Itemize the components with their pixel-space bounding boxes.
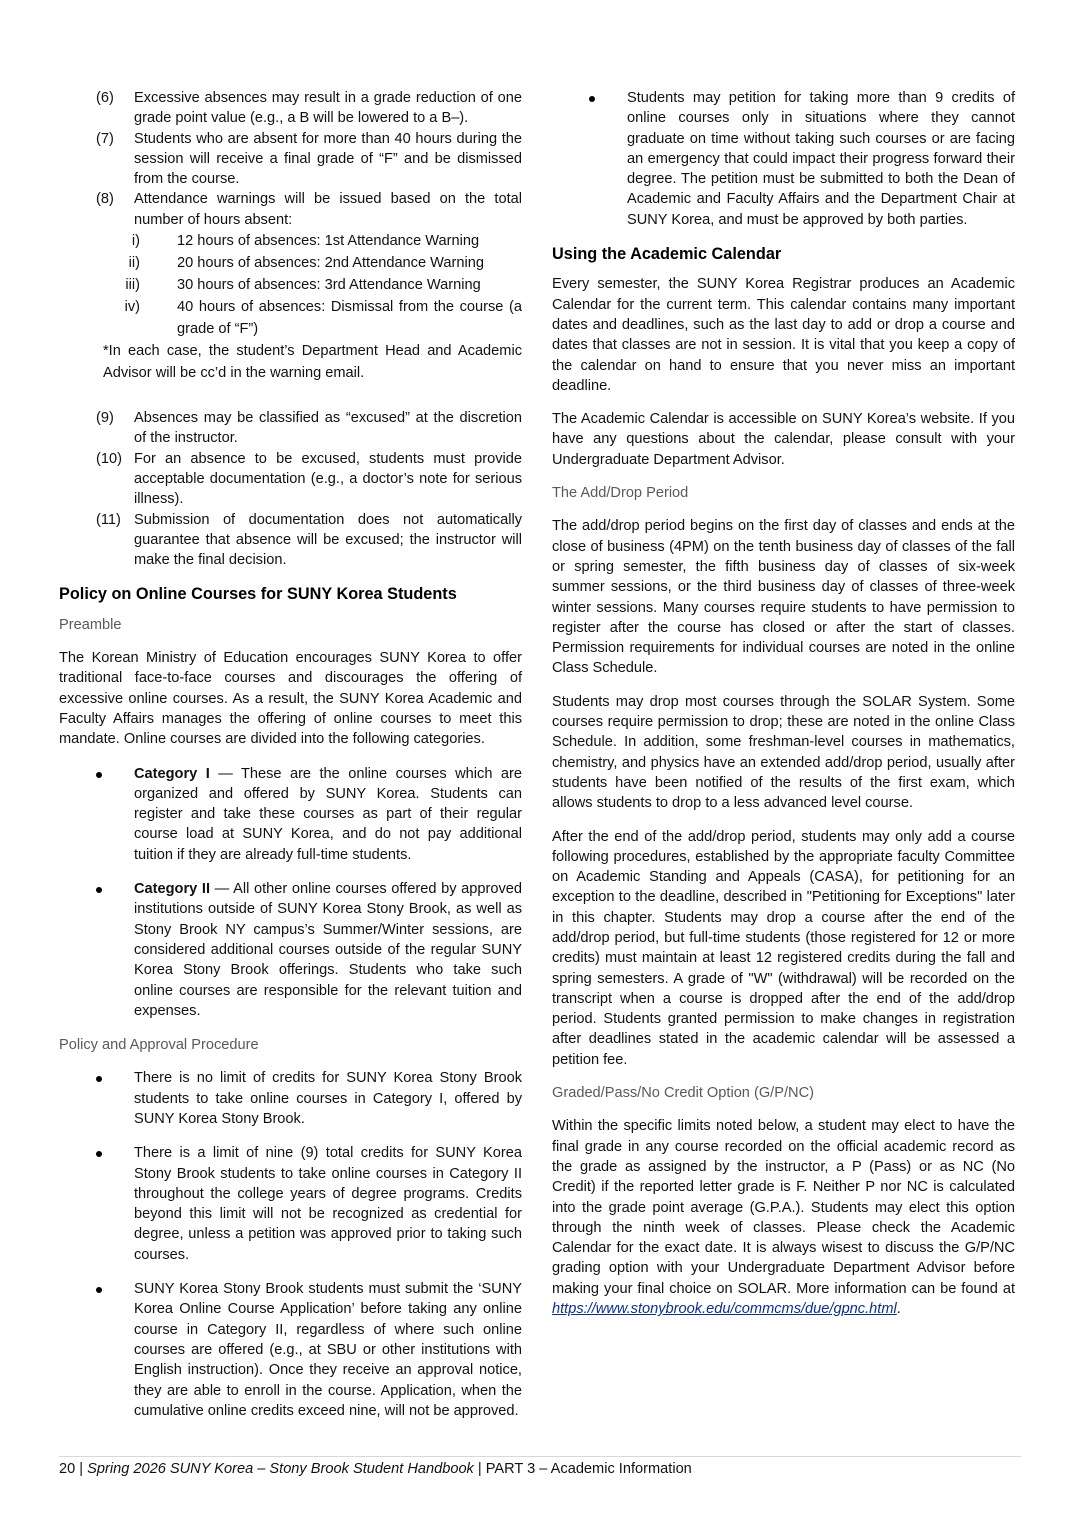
list-item (59, 408, 522, 449)
petition-list (552, 88, 1015, 230)
item-number: i) (131, 233, 140, 250)
list-item (59, 252, 522, 274)
warning-note: *In each case, the student’s Department Head and Academic Advisor will be cc’d in the warning email. (103, 343, 522, 382)
item-text: 40 hours of absences: Dismissal from the course (a grade of “F”) (177, 299, 522, 338)
list-item (59, 510, 522, 571)
category-label: Category I (134, 765, 210, 782)
list-item (59, 189, 522, 230)
item-text: 30 hours of absences: 3rd Attendance Warning (177, 277, 481, 294)
right-column (552, 88, 1015, 1332)
calendar-paragraph-2: The Academic Calendar is accessible on SUNY Korea’s website. If you have any questions about the calendar, please consult with your Undergraduate Department Advisor. (552, 411, 1015, 468)
section-title: PART 3 – Academic Information (485, 1461, 692, 1477)
handbook-title: Spring 2026 SUNY Korea – Stony Brook Student Handbook (87, 1461, 474, 1477)
list-item (59, 88, 522, 129)
item-number: (10) (96, 450, 122, 467)
bullet-icon (96, 1076, 102, 1082)
item-text: 20 hours of absences: 2nd Attendance Warning (177, 255, 484, 272)
list-item (59, 1068, 522, 1129)
list-item (59, 1143, 522, 1265)
bullet-icon (96, 1151, 102, 1157)
attendance-list-a (59, 88, 522, 230)
add-drop-paragraph-1: The add/drop period begins on the first day of classes and ends at the close of business (4PM) on the tenth business day of classes of the fall or spring semester, the fifth business day of classes of six-week summer sessions, or the third business day of classes of three-week winter sessions. Many courses require students to have permission to register after the course has closed or after the start of classes. Permission requirements for individual courses are noted in the online Class Schedule. (552, 518, 1015, 677)
footer-separator: | (75, 1461, 88, 1477)
item-text: There is a limit of nine (9) total credits for SUNY Korea Stony Brook students to take online courses in Category II throughout the college years of degree programs. Credits beyond this limit will not be recognized as credential for degree, unless a petition was approved prior to taking such courses. (134, 1145, 522, 1263)
item-number: (11) (96, 511, 121, 528)
subheading-procedure: Policy and Approval Procedure (59, 1037, 259, 1054)
bullet-icon (96, 772, 102, 778)
warning-list (59, 230, 522, 340)
category-list (59, 764, 522, 1022)
bullet-icon (96, 887, 102, 893)
item-number: (9) (96, 410, 114, 427)
item-text: Students who are absent for more than 40 hours during the session will receive a final grade of “F” and be dismissed from the course. (134, 130, 522, 188)
item-text: Students may petition for taking more than 9 credits of online courses only in situations where they cannot graduate on time without taking such courses or are facing an emergency that could impact their progress forward their degree. The petition must be submitted to both the Dean of Academic and Faculty Affairs and the Department Chair at SUNY Korea, and must be approved by both parties. (627, 90, 1015, 228)
item-number: (7) (96, 130, 114, 147)
item-text: — All other online courses offered by approved institutions outside of SUNY Korea Stony Brook, as well as Stony Brook NY campus’s Summer/Winter sessions, are considered additional courses outside of the regular SUNY Korea Stony Brook offerings. Students who take such online courses are responsible for the relevant tuition and expenses. (134, 881, 523, 1019)
bullet-icon (96, 1287, 102, 1293)
calendar-paragraph-1: Every semester, the SUNY Korea Registrar produces an Academic Calendar for the current term. This calendar contains many important dates and deadlines, such as the last day to add or drop a course and dates that classes are not in session. It is vital that you keep a copy of the calendar on hand to ensure that you never miss an important deadline. (552, 276, 1015, 394)
list-item (59, 274, 522, 296)
item-text: — These are the online courses which are organized and offered by SUNY Korea. Students can register and take these courses as part of their regular course load at SUNY Korea, and do not pay additional tuition if they are already full-time students. (134, 765, 522, 863)
item-number: (6) (96, 90, 114, 106)
attendance-list-b (59, 408, 522, 570)
footer-separator: | (473, 1461, 486, 1477)
gpnc-period: . (896, 1301, 901, 1318)
item-number: (8) (96, 191, 114, 208)
list-item (59, 129, 522, 190)
subheading-preamble: Preamble (59, 616, 122, 633)
page-number: 20 (59, 1461, 76, 1477)
item-number: ii) (128, 255, 140, 272)
item-text: SUNY Korea Stony Brook students must submit the ‘SUNY Korea Online Course Application’ before taking any online course in Category II, regardless of where such online courses are offered (e.g., at SBU or other institutions with English instruction). Once they receive an approval notice, they are able to enroll in the course. Application, when the cumulative online credits exceed nine, will not be approved. (134, 1281, 522, 1419)
gpnc-text: Within the specific limits noted below, a student may elect to have the final grade in any course recorded on the official academic record as the grade as assigned by the instructor, a P (Pass) or as NC (No Credit) if the reported letter grade is F. Neither P nor NC is calculated into the grade point average (G.P.A.). Students may elect this option through the ninth week of classes. Please check the Academic Calendar for the exact date. It is always wisest to discuss the G/P/NC grading option with your Undergraduate Department Advisor before making your final choice on SOLAR. More information can be found at (552, 1118, 1015, 1297)
list-item (59, 230, 522, 252)
add-drop-paragraph-2: Students may drop most courses through the SOLAR System. Some courses require permission to drop; these are noted in the online Class Schedule. In addition, some freshman-level courses in mathematics, chemistry, and physics have an extended add/drop period, usually after students have been notified of the results of the first exam, which allows students to drop to a less advanced level course. (552, 693, 1015, 812)
subheading-gpnc: Graded/Pass/No Credit Option (G/P/NC) (552, 1085, 814, 1102)
item-text: Attendance warnings will be issued based on the total number of hours absent: (134, 191, 522, 228)
bullet-icon (589, 96, 595, 102)
list-item (59, 764, 522, 865)
item-text: Submission of documentation does not automatically guarantee that absence will be excused; the instructor will make the final decision. (134, 511, 522, 569)
preamble-paragraph: The Korean Ministry of Education encourages SUNY Korea to offer traditional face-to-face courses and discourages the offering of excessive online courses. As a result, the SUNY Korea Academic and Faculty Affairs manages the offering of online courses to meet this mandate. Online courses are divided into the following categories. (59, 650, 522, 748)
item-number: iii) (125, 277, 140, 294)
gpnc-paragraph (552, 1116, 1015, 1319)
list-item (59, 879, 522, 1021)
page-footer (59, 1456, 1021, 1477)
section-heading-online-policy: Policy on Online Courses for SUNY Korea Students (59, 585, 457, 604)
procedure-list (59, 1068, 522, 1421)
left-column (59, 88, 522, 1435)
item-text: For an absence to be excused, students must provide acceptable documentation (e.g., a doctor’s note for serious illness). (134, 450, 522, 508)
item-number: iv) (124, 299, 140, 316)
list-item (59, 1279, 522, 1421)
item-text: 12 hours of absences: 1st Attendance Warning (177, 233, 480, 250)
gpnc-link[interactable]: https://www.stonybrook.edu/commcms/due/gpnc.html (552, 1301, 897, 1318)
list-item (552, 88, 1015, 230)
section-heading-academic-calendar: Using the Academic Calendar (552, 245, 782, 264)
item-text: Excessive absences may result in a grade reduction of one grade point value (e.g., a B will be lowered to a B–). (134, 90, 522, 127)
list-item (59, 296, 522, 340)
item-text: There is no limit of credits for SUNY Korea Stony Brook students to take online courses in Category I, offered by SUNY Korea Stony Brook. (134, 1070, 522, 1127)
category-label: Category II (134, 881, 211, 898)
add-drop-paragraph-3: After the end of the add/drop period, students may only add a course following procedures, established by the appropriate faculty Committee on Academic Standing and Appeals (CASA), for petitioning for an exception to the deadline, described in "Petitioning for Exceptions" later in this chapter. Students may drop a course after the end of the add/drop period, but full-time students (those registered for 12 or more credits) must maintain at least 12 registered credits during the fall and spring semesters. A grade of "W" (withdrawal) will be recorded on the transcript when a course is dropped after the end of the add/drop period. Students granted permission to make changes in registration after deadlines stated in the academic calendar will be assessed a petition fee. (552, 828, 1015, 1068)
subheading-add-drop: The Add/Drop Period (552, 485, 689, 502)
item-text: Absences may be classified as “excused” at the discretion of the instructor. (134, 410, 522, 447)
list-item (59, 449, 522, 510)
